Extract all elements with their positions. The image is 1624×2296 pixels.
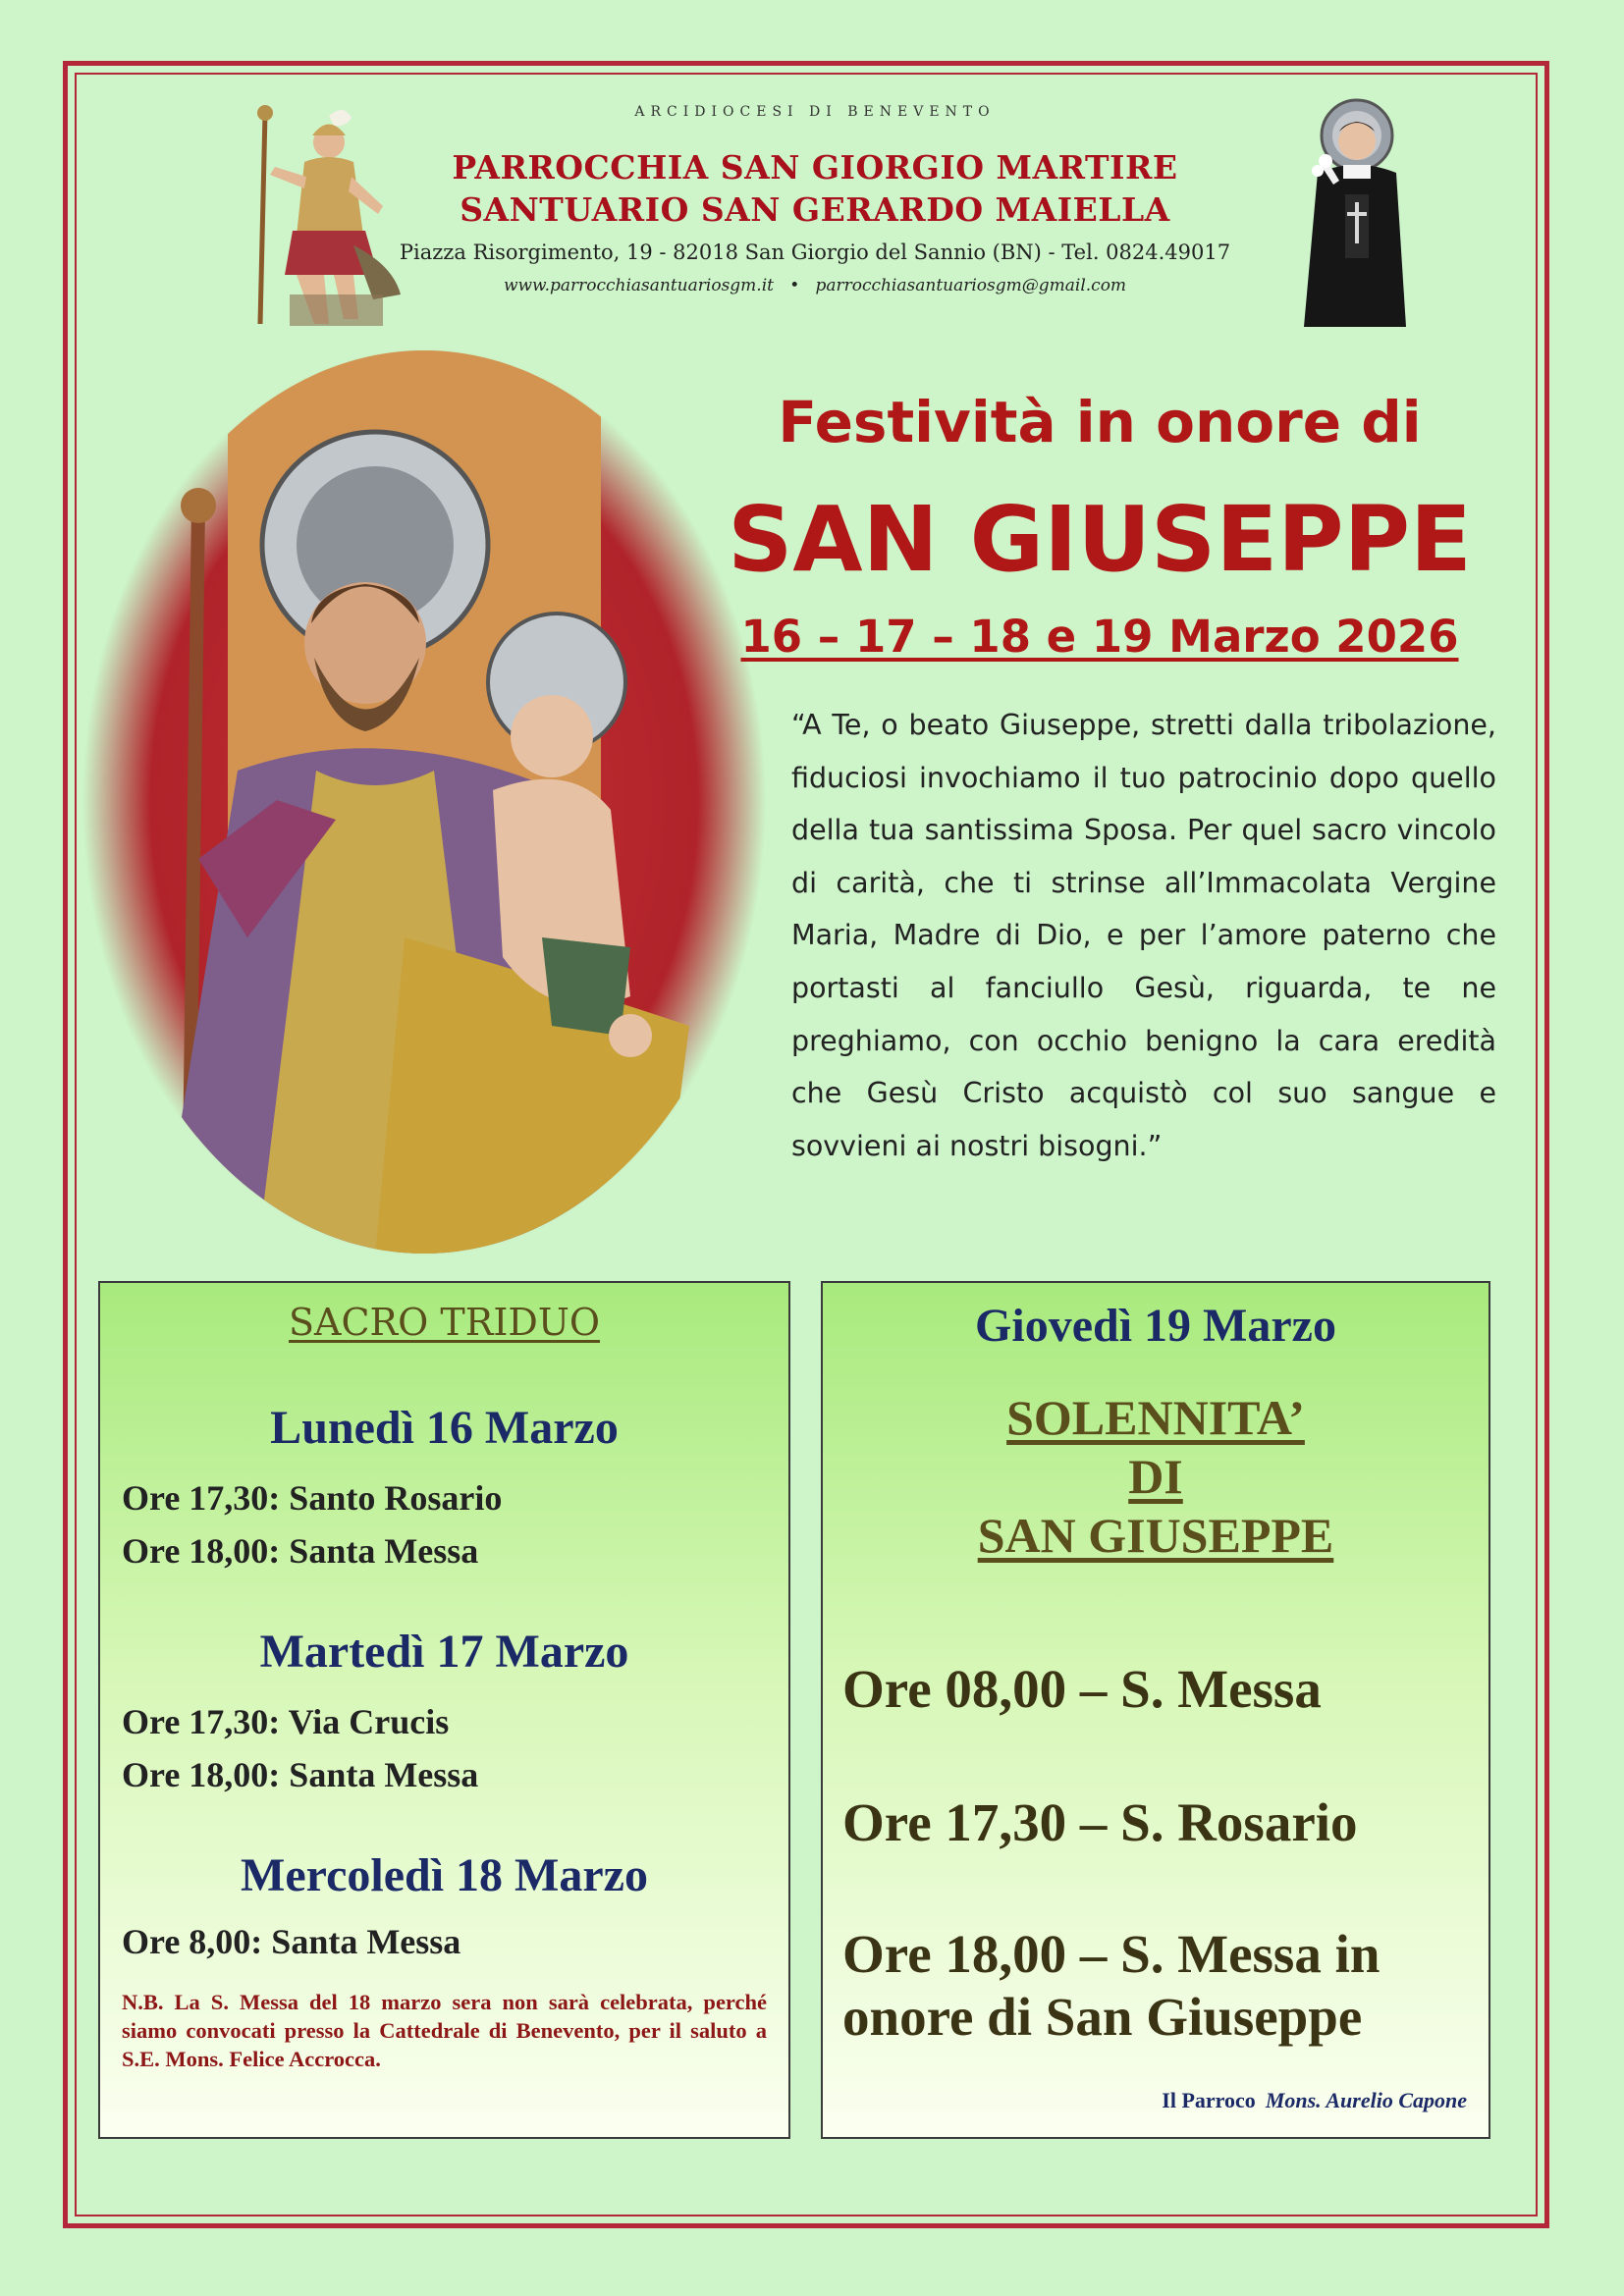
prayer-text: “A Te, o beato Giuseppe, stretti dalla tribolazione, fiduciosi invochiamo il tuo patrocinio dopo quello della tua santissima Sposa. Per quel sacro vincolo di carità, che ti strinse all’Immacolata Vergine Maria, Madre di Dio, e per l’amore paterno che portasti al fanciullo Gesù, riguarda, te ne preghiamo, con occhio benigno la cara eredità che Gesù Cristo acquistò col suo sangue e sovvieni ai nostri bisogni.” bbox=[791, 709, 1496, 1162]
triduo-event: Ore 18,00: Santa Messa bbox=[122, 1531, 479, 1571]
solemnity-title-line: SOLENNITA’ bbox=[1006, 1390, 1305, 1445]
contact-line bbox=[393, 276, 1237, 295]
festival-dates: 16 – 17 – 18 e 19 Marzo 2026 bbox=[740, 611, 1459, 663]
triduo-event: Ore 17,30: Via Crucis bbox=[122, 1702, 450, 1741]
triduo-event: Ore 8,00: Santa Messa bbox=[122, 1922, 461, 1961]
triduo-event: Ore 17,30: Santo Rosario bbox=[122, 1478, 503, 1518]
festival-saint-name: SAN GIUSEPPE bbox=[728, 487, 1472, 592]
solemnity-event: Ore 17,30 – S. Rosario bbox=[842, 1792, 1358, 1852]
website-link[interactable]: www.parrocchiasantuariosgm.it bbox=[503, 276, 774, 295]
signature-role: Il Parroco bbox=[1162, 2088, 1256, 2112]
signature-name: Mons. Aurelio Capone bbox=[1265, 2088, 1467, 2112]
archdiocese-label: ARCIDIOCESI DI BENEVENTO bbox=[634, 104, 996, 120]
triduo-day-heading: Mercoledì 18 Marzo bbox=[241, 1849, 648, 1901]
parish-priest-signature bbox=[1162, 2088, 1467, 2113]
solemnity-title-line: SAN GIUSEPPE bbox=[977, 1508, 1334, 1563]
email-link[interactable]: parrocchiasantuariosgm@gmail.com bbox=[815, 276, 1127, 295]
triduo-event: Ore 18,00: Santa Messa bbox=[122, 1755, 479, 1794]
saint-george-statue-image bbox=[236, 98, 407, 329]
saint-gerard-statue-image bbox=[1296, 96, 1409, 327]
triduo-day-heading: Lunedì 16 Marzo bbox=[270, 1402, 619, 1454]
solemnity-date: Giovedì 19 Marzo bbox=[975, 1300, 1336, 1352]
saint-joseph-statue-image bbox=[81, 348, 768, 1256]
triduo-note: N.B. La S. Messa del 18 marzo sera non sarà celebrata, perché siamo convocati presso la Cattedrale di Benevento, per il saluto a S.E. Mons. Felice Accrocca. bbox=[122, 1990, 767, 2071]
triduo-day-heading: Martedì 17 Marzo bbox=[259, 1626, 629, 1678]
solemnity-event: Ore 08,00 – S. Messa bbox=[842, 1659, 1322, 1719]
festival-intro: Festività in onore di bbox=[778, 389, 1422, 455]
contact-separator: • bbox=[789, 276, 800, 295]
sanctuary-name: SANTUARIO SAN GERARDO MAIELLA bbox=[460, 190, 1170, 229]
parish-address: Piazza Risorgimento, 19 - 82018 San Giorgio del Sannio (BN) - Tel. 0824.49017 bbox=[399, 240, 1231, 264]
solemnity-box bbox=[821, 1281, 1490, 2139]
triduo-box bbox=[98, 1281, 790, 2139]
triduo-title: SACRO TRIDUO bbox=[288, 1301, 600, 1344]
parish-name: PARROCCHIA SAN GIORGIO MARTIRE bbox=[452, 148, 1178, 187]
solemnity-title-line: DI bbox=[1128, 1449, 1183, 1504]
solemnity-event: Ore 18,00 – S. Messa in onore di San Giuseppe bbox=[842, 1924, 1380, 2047]
